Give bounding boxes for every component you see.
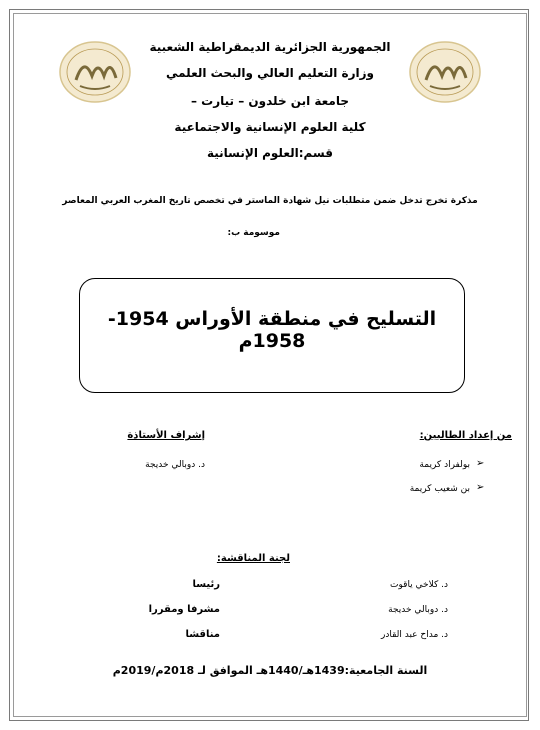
university-logo-right [408,40,482,104]
supervisor-heading: إشراف الأستاذة [127,430,205,441]
header-line-republic: الجمهورية الجزائرية الديمقراطية الشعبية [149,40,391,54]
student-name-2: بن شعيب كريمة [409,484,470,494]
memo-titled-by: موسومة ب: [227,228,280,238]
committee-heading: لجنة المناقشة: [216,553,290,564]
committee-member-name-3: د. مداح عبد القادر [380,630,448,640]
header-line-ministry: وزارة التعليم العالي والبحث العلمي [165,66,375,80]
bullet-icon: ➢ [476,458,485,469]
student-name-1: بولفراد كريمة [419,460,470,470]
committee-member-name-1: د. كلاخي ياقوت [390,580,448,590]
committee-member-role-3: مناقشا [185,629,220,640]
committee-member-role-1: رئيسا [192,579,220,590]
memo-description: مذكرة تخرج تدخل ضمن متطلبات نيل شهادة الماستر في تخصص تاريخ المغرب العربي المعاصر [62,196,478,206]
bullet-icon: ➢ [476,482,485,493]
academic-year: السنة الجامعية:1439هـ/1440هـ الموافق لـ 2018م/2019م [112,664,428,677]
committee-member-name-2: د. دوبالي خديجة [388,605,448,615]
header-line-faculty: كلية العلوم الإنسانية والاجتماعية [174,120,366,134]
thesis-title: التسليح في منطقة الأوراس 1954-1958م [107,308,437,352]
students-heading: من إعداد الطالبين: [419,430,512,441]
university-logo-left [58,40,132,104]
committee-member-role-2: مشرفا ومقررا [148,604,220,615]
supervisor-name: د. دوبالي خديجة [145,460,205,470]
header-line-department: قسم:العلوم الإنسانية [206,146,334,160]
header-line-university: جامعة ابن خلدون – تيارت – [191,94,349,108]
